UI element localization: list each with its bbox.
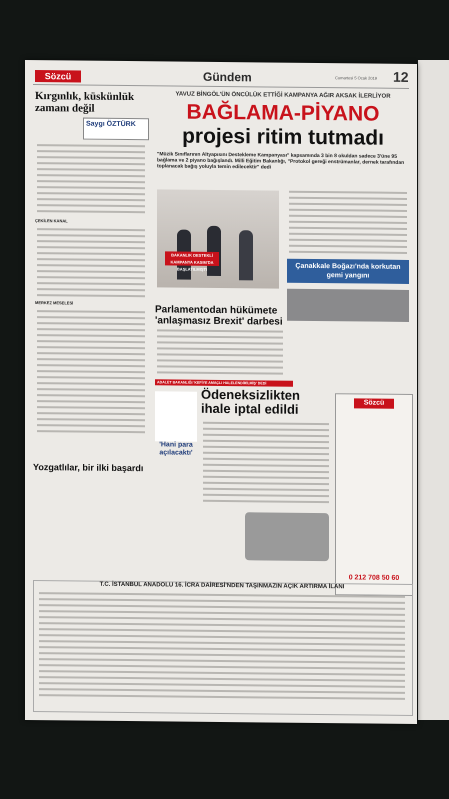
ad-phone: 0 212 708 50 60	[348, 574, 400, 582]
odenek-strip: ADALET BAKANLIĞI 'KEFİYE AMAÇLI HALELENDİRİLMİŞ' DEDİ	[155, 379, 293, 386]
ad-logo: Sözcü	[354, 398, 394, 408]
canakkale-photo	[287, 289, 409, 322]
brexit-body	[155, 329, 285, 376]
issue-date: Cumartesi 5 Ocak 2019	[335, 75, 378, 81]
canakkale-headline: Çanakkale Boğazı'nda korkutan gemi yangını	[287, 259, 409, 284]
author-name: Saygı ÖZTÜRK	[86, 120, 136, 129]
odenek-photo	[155, 391, 197, 441]
odenek-pullquote: 'Hani para açılacaktı'	[159, 441, 193, 457]
legal-notice-body	[37, 592, 407, 708]
odenek-headline: Ödeneksizlikten ihale iptal edildi	[201, 386, 300, 417]
header-rule	[33, 84, 409, 89]
legal-notice-headline: T.C. İSTANBUL ANADOLU 16. İCRA DAİRESİ'NDEN TAŞINMAZIN AÇIK ARTIRMA İLANI	[99, 581, 345, 591]
sozcu-advert	[335, 393, 413, 596]
subhead-1: ÇEKİLEN KANAL	[35, 218, 68, 224]
yozgat-headline: Yozgatlılar, bir ilki başardı	[33, 462, 144, 474]
page-number: 12	[393, 68, 409, 85]
brexit-headline: Parlamentodan hükümete 'anlaşmasız Brexit' darbesi	[155, 304, 283, 328]
lead-deck: "Müzik Sınıflarının Altyapısını Destekleme Kampanyası" kapsamında 3 bin 8 okuldan sadece 3'üne 95 bağlama ve 2 piyano bağışlandı. Milli Eğitim Bakanlığı, "Protokol gereği enstrümanlar, dernek tarafından toplanacak bağış yoluyla temin edilecektir" dedi	[157, 151, 405, 171]
section-title: Gündem	[203, 69, 252, 85]
lead-headline-red: BAĞLAMA-PİYANO	[186, 100, 380, 126]
column-body	[35, 144, 147, 445]
next-page-edge	[418, 60, 449, 720]
newspaper-page	[25, 60, 417, 724]
lead-kicker: YAVUZ BİNGÖL'ÜN ÖNCÜLÜK ETTİĞİ KAMPANYA AĞIR AKSAK İLERLİYOR	[175, 91, 391, 100]
photo-banner: BAKANLIK DESTEKLİ KAMPANYA KASIM'DA BAŞLATILMIŞTI	[165, 251, 219, 266]
subhead-2: MERKEZ MESELESİ	[35, 300, 74, 306]
column-headline: Kırgınlık, küskünlük zamanı değil	[35, 90, 135, 115]
lead-headline-black: projesi ritim tutmadı	[182, 124, 384, 150]
parked-cars-photo	[245, 512, 329, 561]
author-byline	[83, 118, 149, 141]
lead-photo	[157, 189, 279, 288]
lead-body	[287, 191, 409, 256]
sozcu-logo: Sözcü	[35, 70, 81, 82]
